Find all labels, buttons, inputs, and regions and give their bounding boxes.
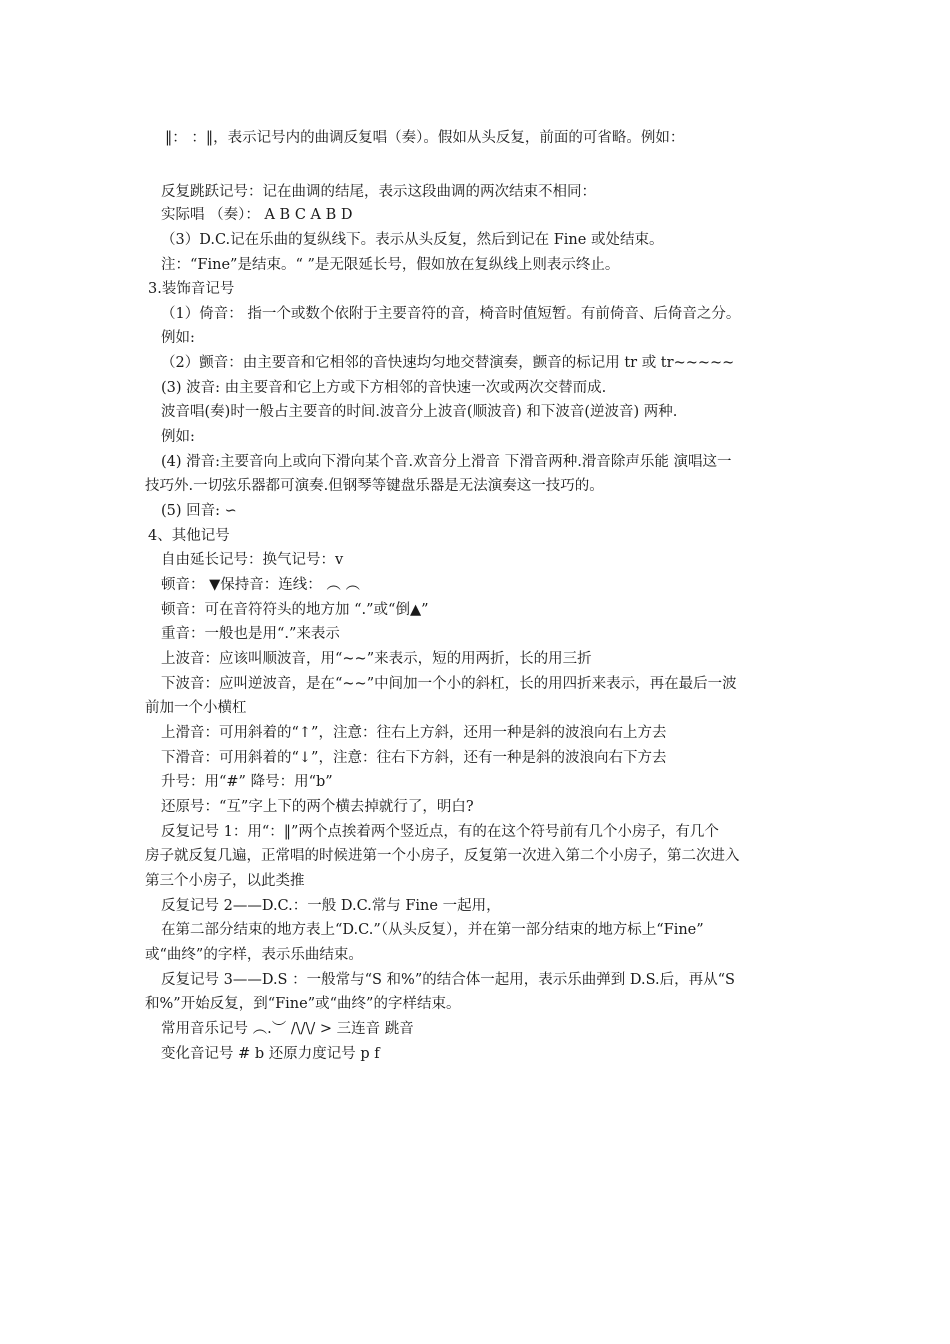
upper-mordent-line: 上波音：应该叫顺波音，用“~~”来表示，短的用两折，长的用三折 — [161, 651, 592, 667]
example-label: 例如: — [161, 330, 195, 346]
fermata-breath-line: 自由延长记号：换气记号：v — [161, 552, 344, 568]
glissando-continuation-line: 技巧外.一切弦乐器都可演奏.但钢琴等键盘乐器是无法演奏这一技巧的。 — [145, 478, 604, 494]
natural-sign-line: 还原号：“互”字上下的两个横去掉就行了，明白? — [161, 799, 474, 815]
turn-line: (5) 回音: ∽ — [161, 503, 237, 519]
glissando-line: (4) 滑音:主要音向上或向下滑向某个音.欢音分上滑音 下滑音两种.滑音除声乐能 演唱这一 — [161, 454, 732, 470]
trill-line: （2）颤音：由主要音和它相邻的音快速均匀地交替演奏，颤音的标记用 tr 或 tr~~~~~ — [161, 355, 735, 371]
mordent-detail-line: 波音唱(奏)时一般占主要音的时间.波音分上波音(顺波音) 和下波音(逆波音) 两种. — [161, 404, 678, 420]
staccato-line: 顿音：可在音符符头的地方加 “.”或“倒▲” — [161, 602, 429, 618]
common-music-signs-line: 常用音乐记号 ︵.︶ /\/\/ > 三连音 跳音 — [161, 1021, 414, 1037]
repeat-sign-2-detail-line: 在第二部分结束的地方表上“D.C.”（从头反复），并在第一部分结束的地方标上“Fine” — [161, 922, 704, 938]
accidentals-dynamics-line: 变化音记号 # b 还原力度记号 p f — [161, 1046, 380, 1062]
accent-line: 重音：一般也是用“.”来表示 — [161, 626, 340, 642]
repeat-sign-2-continuation-line: 或“曲终”的字样，表示乐曲结束。 — [145, 947, 363, 963]
upward-slide-line: 上滑音：可用斜着的“↑”，注意：往右上方斜，还用一种是斜的波浪向右上方去 — [161, 725, 667, 741]
repeat-sign-line: ‖： ：‖，表示记号内的曲调反复唱（奏）。假如从头反复，前面的可省略。例如： — [165, 130, 685, 146]
repeat-sign-1-continuation-line: 房子就反复几遍，正常唱的时候进第一个小房子，反复第一次进入第二个小房子，第二次进入 — [145, 848, 740, 864]
sharp-flat-line: 升号：用“#” 降号：用“b” — [161, 774, 333, 790]
repeat-sign-3-line: 反复记号 3——D.S ：一般常与“S 和%”的结合体一起用，表示乐曲弹到 D.S.后，再从“S — [161, 972, 735, 988]
other-signs-heading: 4、其他记号 — [148, 528, 230, 544]
appoggiatura-line: （1）倚音： 指一个或数个依附于主要音符的音，椅音时值短暂。有前倚音、后倚音之分。 — [161, 306, 741, 322]
lower-mordent-continuation-line: 前加一个小横杠 — [145, 700, 247, 716]
example-label: 例如: — [161, 429, 195, 445]
mordent-line: (3) 波音: 由主要音和它上方或下方相邻的音快速一次或两次交替而成. — [161, 380, 607, 396]
lower-mordent-line: 下波音：应叫逆波音，是在“~~”中间加一个小的斜杠，长的用四折来表示，再在最后一波 — [161, 676, 737, 692]
downward-slide-line: 下滑音：可用斜着的“↓”，注意：往右下方斜，还有一种是斜的波浪向右下方去 — [161, 750, 667, 766]
ornament-heading: 3.装饰音记号 — [148, 281, 235, 297]
repeat-sign-1-continuation-line-2: 第三个小房子，以此类推 — [145, 873, 305, 889]
dc-line: （3）D.C.记在乐曲的复纵线下。表示从头反复，然后到记在 Fine 或处结束。 — [161, 232, 664, 248]
repeat-jump-sign-line: 反复跳跃记号：记在曲调的结尾，表示这段曲调的两次结束不相同： — [161, 184, 596, 200]
fine-note-line: 注：“Fine”是结束。“ ”是无限延长号，假如放在复纵线上则表示终止。 — [161, 257, 620, 273]
actual-performance-line: 实际唱 （奏）： A B C A B D — [161, 207, 353, 223]
repeat-sign-1-line: 反复记号 1：用“：‖”两个点挨着两个竖近点，有的在这个符号前有几个小房子，有几个 — [161, 824, 719, 840]
repeat-sign-3-continuation-line: 和%”开始反复，到“Fine”或“曲终”的字样结束。 — [145, 996, 461, 1012]
repeat-sign-2-line: 反复记号 2——D.C.：一般 D.C.常与 Fine 一起用， — [161, 898, 501, 914]
staccato-tenuto-line: 顿音： ▼保持音：连线： ︵ ︵ — [161, 577, 360, 593]
